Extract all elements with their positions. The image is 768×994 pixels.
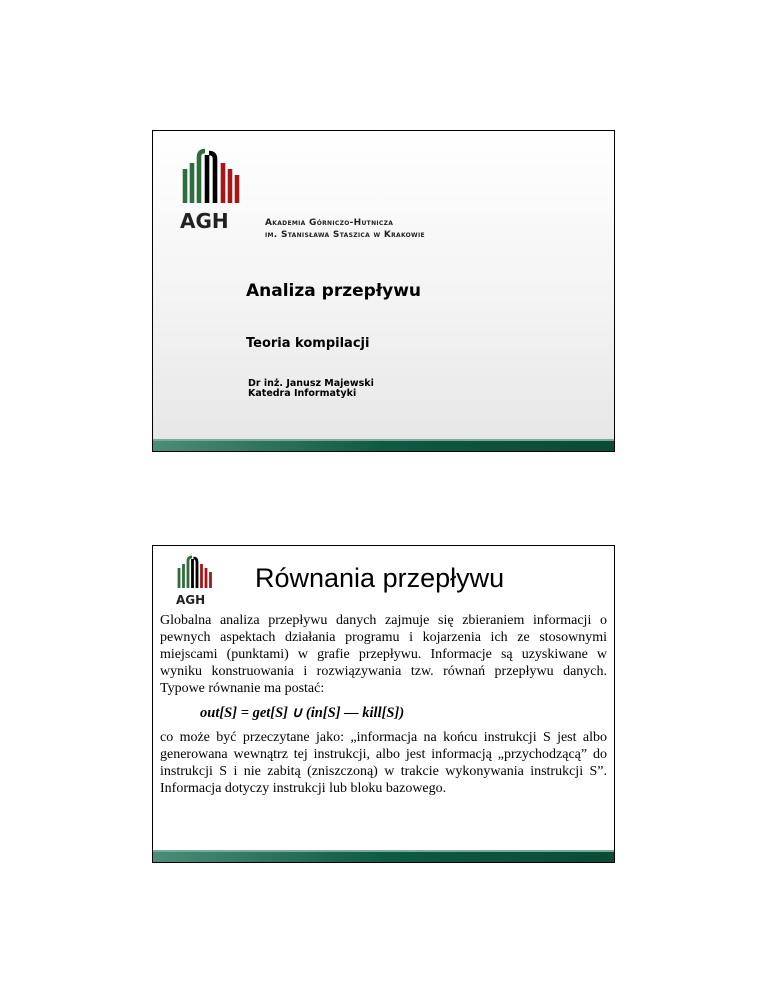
logo-text: AGH bbox=[176, 593, 206, 606]
slide-subtitle: Teoria kompilacji bbox=[246, 336, 370, 351]
flow-equation: out[S] = get[S] ∪ (in[S] — kill[S]) bbox=[200, 705, 405, 721]
content-slide bbox=[152, 545, 615, 863]
title-slide bbox=[152, 130, 615, 452]
footer-bar bbox=[153, 852, 614, 862]
slide-title: Równania przepływu bbox=[255, 563, 505, 593]
footer-bar bbox=[153, 441, 614, 451]
slide-body bbox=[160, 612, 607, 797]
author-block bbox=[248, 379, 374, 399]
paragraph-intro: Globalna analiza przepływu danych zajmuje się zbieraniem informacji o pewnych aspektach działania programu i kojarzenia ich ze stosownymi miejscami (punktami) w grafie przepływu. Informacje są uzyskiwane w wyniku konstruowania i rozwiązywania tzw. równań przepływu danych. Typowe równanie ma postać: bbox=[160, 613, 607, 696]
academy-line2: im. Stanisława Staszica w Krakowie bbox=[265, 230, 425, 240]
academy-name bbox=[265, 217, 425, 241]
slide-title: Analiza przepływu bbox=[246, 281, 422, 301]
author-name: Dr inż. Janusz Majewski bbox=[248, 378, 374, 389]
agh-logo-icon bbox=[175, 554, 215, 606]
academy-line1: Akademia Górniczo-Hutnicza bbox=[265, 218, 394, 228]
logo-text: AGH bbox=[180, 209, 229, 233]
author-department: Katedra Informatyki bbox=[248, 388, 357, 399]
agh-logo-icon bbox=[179, 147, 245, 233]
paragraph-explanation: co może być przeczytane jako: „informacja na końcu instrukcji S jest albo generowana wewnątrz tej instrukcji, albo jest informacją „przychodzącą” do instrukcji S i nie zabitą (zniszczoną) w trakcie wykonywania instrukcji S”. Informacja dotyczy instrukcji lub bloku bazowego. bbox=[160, 730, 607, 796]
